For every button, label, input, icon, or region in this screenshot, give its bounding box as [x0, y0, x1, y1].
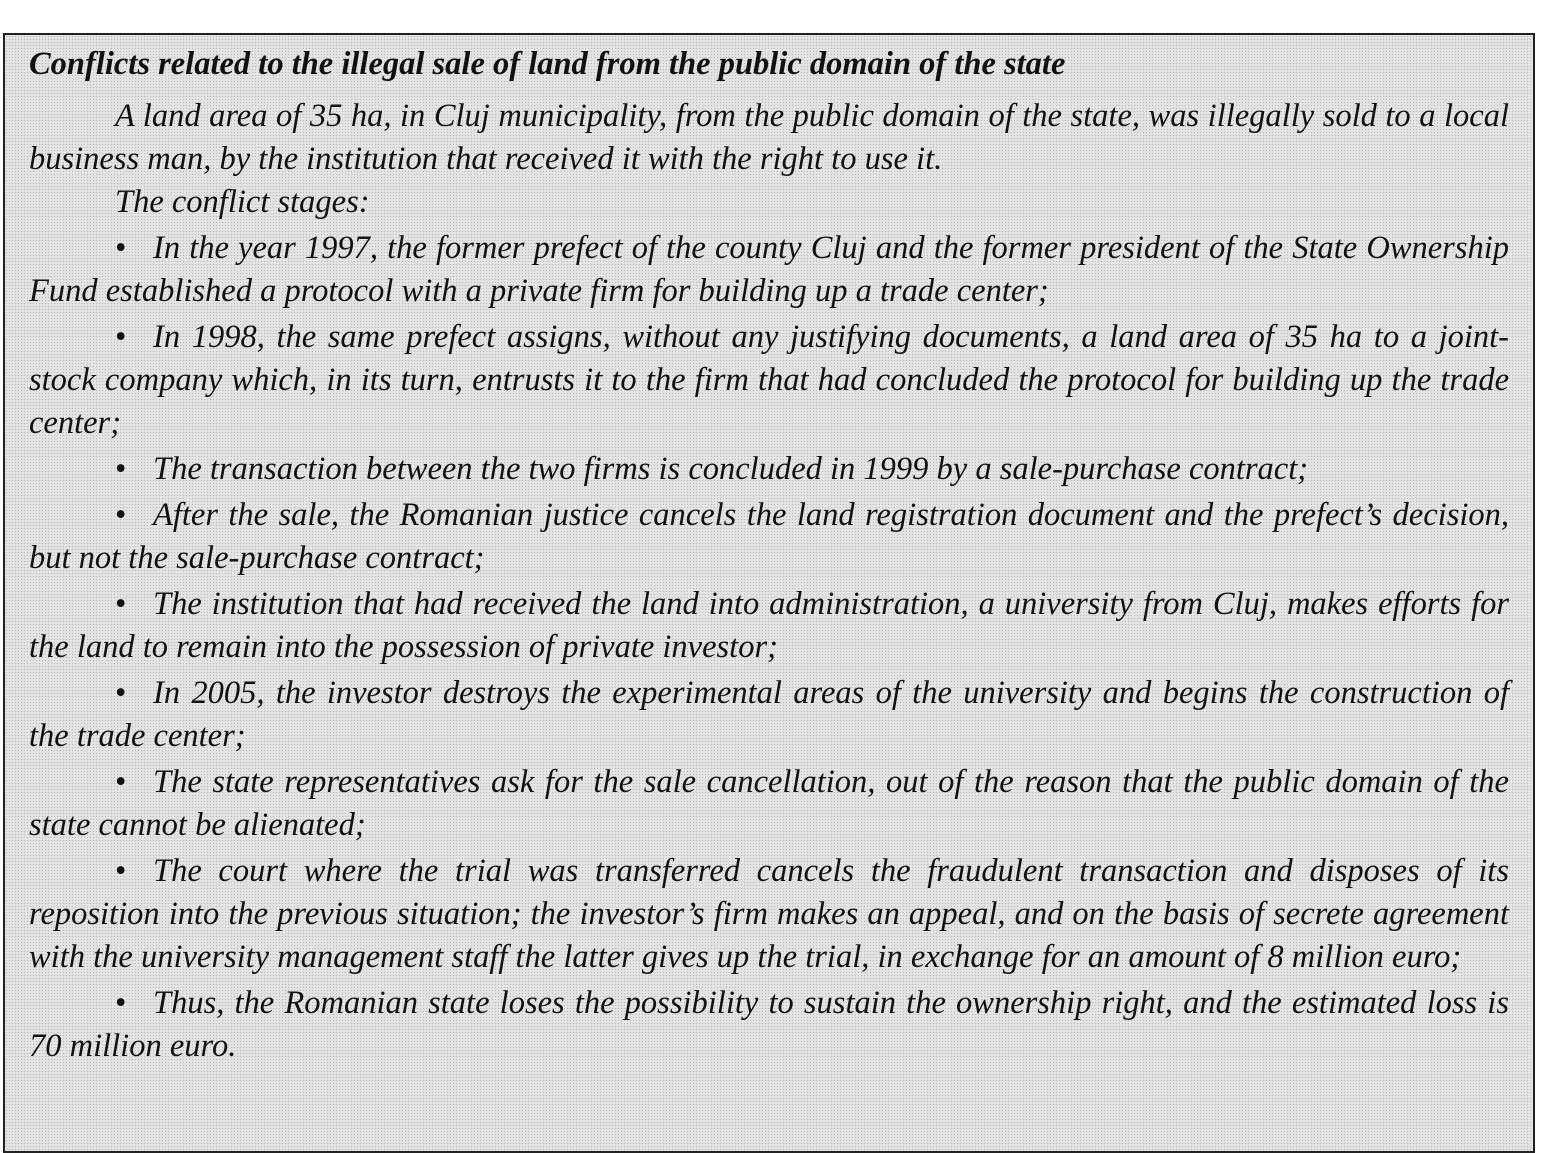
bullet-icon: • — [115, 853, 127, 889]
bullet-item — [29, 850, 1509, 979]
bullet-text: The institution that had received the land into administration, a university from Cluj, makes efforts for the land to remain into the possession of private investor; — [29, 586, 1509, 665]
bullet-icon: • — [115, 230, 127, 266]
bullet-item — [29, 761, 1509, 847]
bullet-text: The court where the trial was transferred cancels the fraudulent transaction and disposes of its reposition into the previous situation; the investor’s firm makes an appeal, and on the basis of secrete agreement with the university management staff the latter gives up the trial, in exchange for an amount of 8 million euro; — [29, 853, 1509, 975]
bullet-icon: • — [115, 319, 127, 355]
bullet-text: The transaction between the two firms is concluded in 1999 by a sale-purchase contract; — [153, 451, 1309, 487]
intro-paragraph: A land area of 35 ha, in Cluj municipality, from the public domain of the state, was illegally sold to a local business man, by the institution that received it with the right to use it. — [29, 98, 1509, 177]
bullet-item — [29, 672, 1509, 758]
bullet-item — [29, 583, 1509, 669]
case-title: Conflicts related to the illegal sale of land from the public domain of the state — [29, 46, 1066, 82]
bullet-item — [29, 494, 1509, 580]
bullet-text: In 2005, the investor destroys the experimental areas of the university and begins the construction of the trade center; — [29, 675, 1509, 754]
bullet-icon: • — [115, 586, 127, 622]
bullet-icon: • — [115, 675, 127, 711]
bullet-item — [29, 316, 1509, 445]
bullet-icon: • — [115, 451, 127, 487]
bullet-icon: • — [115, 764, 127, 800]
case-study-box — [3, 33, 1535, 1153]
bullet-icon: • — [115, 497, 127, 533]
stages-heading: The conflict stages: — [115, 184, 370, 220]
bullet-text: In 1998, the same prefect assigns, without any justifying documents, a land area of 35 ha to a joint-stock company which, in its turn, entrusts it to the firm that had concluded the protocol for building up the trade center; — [29, 319, 1509, 441]
bullet-text: The state representatives ask for the sale cancellation, out of the reason that the public domain of the state cannot be alienated; — [29, 764, 1509, 843]
bullet-text: Thus, the Romanian state loses the possibility to sustain the ownership right, and the estimated loss is 70 million euro. — [29, 985, 1509, 1064]
bullet-text: In the year 1997, the former prefect of the county Cluj and the former president of the State Ownership Fund established a protocol with a private firm for building up a trade center; — [29, 230, 1509, 309]
bullet-item — [29, 448, 1509, 491]
bullet-item — [29, 227, 1509, 313]
bullet-text: After the sale, the Romanian justice cancels the land registration document and the prefect’s decision, but not the sale-purchase contract; — [29, 497, 1509, 576]
bullet-item — [29, 982, 1509, 1068]
bullet-icon: • — [115, 985, 127, 1021]
